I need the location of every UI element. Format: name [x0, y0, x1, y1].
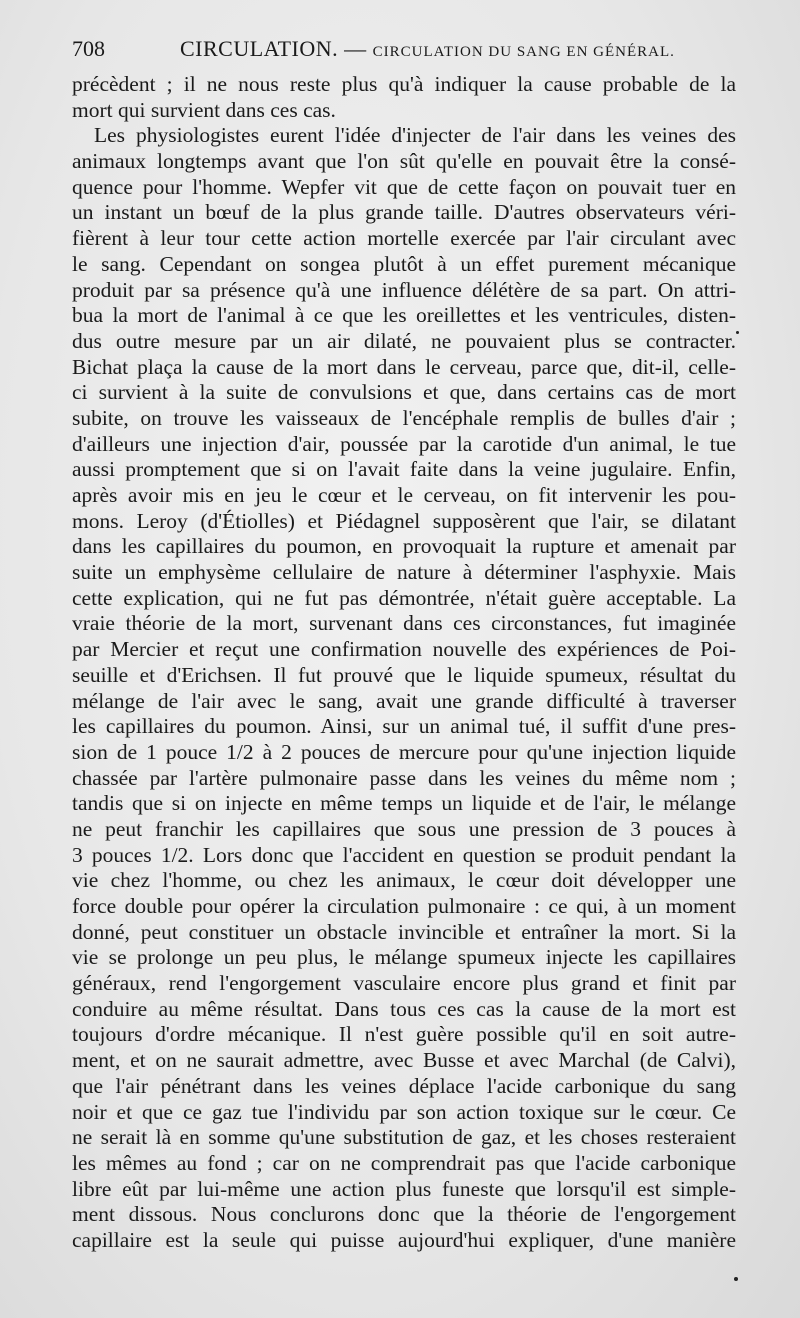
text-line: bua la mort de l'animal à ce que les oreillettes et les ventricules, disten-	[72, 303, 736, 328]
text-line: ment dissous. Nous conclurons donc que la théorie de l'engorgement	[72, 1202, 736, 1227]
text-line: animaux longtemps avant que l'on sût qu'elle en pouvait être la consé-	[72, 149, 736, 174]
text-line: vraie théorie de la mort, survenant dans ces circonstances, fut imaginée	[72, 611, 736, 636]
text-line: tandis que si on injecte en même temps un liquide et de l'air, le mélange	[72, 791, 736, 816]
section-subtitle: CIRCULATION DU SANG EN GÉNÉRAL.	[372, 44, 675, 60]
text-line: capillaire est la seule qui puisse aujourd'hui expliquer, d'une manière	[72, 1227, 736, 1252]
running-title	[180, 36, 675, 65]
text-line: par Mercier et reçut une confirmation nouvelle des expériences de Poi-	[72, 637, 736, 662]
text-line: chassée par l'artère pulmonaire passe dans les veines du même nom ;	[72, 765, 736, 790]
title-separator: —	[344, 36, 367, 61]
text-line: libre eût par lui-même une action plus funeste que lorsqu'il est simple-	[72, 1176, 736, 1201]
text-line: ment, et on ne saurait admettre, avec Busse et avec Marchal (de Calvi),	[72, 1048, 736, 1073]
text-line: subite, on trouve les vaisseaux de l'encéphale remplis de bulles d'air ;	[72, 405, 736, 430]
text-line: fièrent à leur tour cette action mortelle exercée par l'air circulant avec	[72, 226, 736, 251]
text-line: dans les capillaires du poumon, en provoquait la rupture et amenait par	[72, 534, 736, 559]
text-line: le sang. Cependant on songea plutôt à un effet purement mécanique	[72, 251, 736, 276]
text-line: mélange de l'air avec le sang, avait une grande difficulté à traverser	[72, 688, 736, 713]
text-line: force double pour opérer la circulation pulmonaire : ce qui, à un moment	[72, 894, 736, 918]
text-line: ci survient à la suite de convulsions et que, dans certains cas de mort	[72, 380, 736, 405]
text-line: 3 pouces 1/2. Lors donc que l'accident en question se produit pendant la	[72, 842, 736, 867]
text-line: un instant un bœuf de la plus grande taille. D'autres observateurs véri-	[72, 200, 736, 225]
text-line: les capillaires du poumon. Ainsi, sur un animal tué, il suffit d'une pres-	[72, 714, 736, 739]
text-line: conduire au même résultat. Dans tous ces cas la cause de la mort est	[72, 996, 736, 1021]
text-line: que l'air pénétrant dans les veines déplace l'acide carbonique du sang	[72, 1073, 736, 1098]
text-line: Bichat plaça la cause de la mort dans le cerveau, parce que, dit-il, celle-	[72, 354, 736, 379]
paragraph-start-line: Les physiologistes eurent l'idée d'injecter de l'air dans les veines des	[94, 123, 736, 148]
text-line: les mêmes au fond ; car on ne comprendrait pas que l'acide carbonique	[72, 1150, 736, 1175]
text-line: aussi promptement que si on l'avait faite dans la veine jugulaire. Enfin,	[72, 457, 736, 482]
text-line: ne serait là en somme qu'une substitution de gaz, et les choses resteraient	[72, 1125, 736, 1150]
page-number: 708	[72, 36, 105, 61]
text-line: mons. Leroy (d'Étiolles) et Piédagnel supposèrent que l'air, se dilatant	[72, 508, 736, 533]
text-line: précèdent ; il ne nous reste plus qu'à indiquer la cause probable de la	[72, 72, 736, 96]
chapter-title: CIRCULATION.	[180, 36, 339, 61]
text-line: seuille et d'Erichsen. Il fut prouvé que le liquide spumeux, résultat du	[72, 662, 736, 687]
text-line: dus outre mesure par un air dilaté, ne pouvaient plus se contracter.	[72, 328, 736, 353]
text-line: ne peut franchir les capillaires que sous une pression de 3 pouces à	[72, 816, 736, 841]
print-speck	[734, 1277, 738, 1281]
running-header	[72, 36, 736, 62]
body-text	[72, 72, 736, 1254]
text-line: noir et que ce gaz tue l'individu par son action toxique sur le cœur. Ce	[72, 1099, 736, 1124]
text-line: produit par sa présence qu'à une influence délétère de sa part. On attri-	[72, 277, 736, 302]
text-line: toujours d'ordre mécanique. Il n'est guère possible qu'il en soit autre-	[72, 1022, 736, 1047]
text-line: cette explication, qui ne fut pas démontrée, n'était guère acceptable. La	[72, 585, 736, 610]
text-line: vie chez l'homme, ou chez les animaux, le cœur doit développer une	[72, 868, 736, 893]
text-line: suite un emphysème cellulaire de nature à déterminer l'asphyxie. Mais	[72, 560, 736, 585]
text-line: quence pour l'homme. Wepfer vit que de cette façon on pouvait tuer en	[72, 174, 736, 199]
text-line: après avoir mis en jeu le cœur et le cerveau, on fit intervenir les pou-	[72, 483, 736, 507]
print-speck	[736, 331, 739, 334]
text-line: d'ailleurs une injection d'air, poussée par la carotide d'un animal, le tue	[72, 431, 736, 456]
text-line: vie se prolonge un peu plus, le mélange spumeux injecte les capillaires	[72, 945, 736, 970]
text-line: mort qui survient dans ces cas.	[72, 97, 336, 122]
text-line: généraux, rend l'engorgement vasculaire encore plus grand et finit par	[72, 971, 736, 996]
text-line: donné, peut constituer un obstacle invincible et entraîner la mort. Si la	[72, 919, 736, 944]
text-line: sion de 1 pouce 1/2 à 2 pouces de mercure pour qu'une injection liquide	[72, 739, 736, 764]
